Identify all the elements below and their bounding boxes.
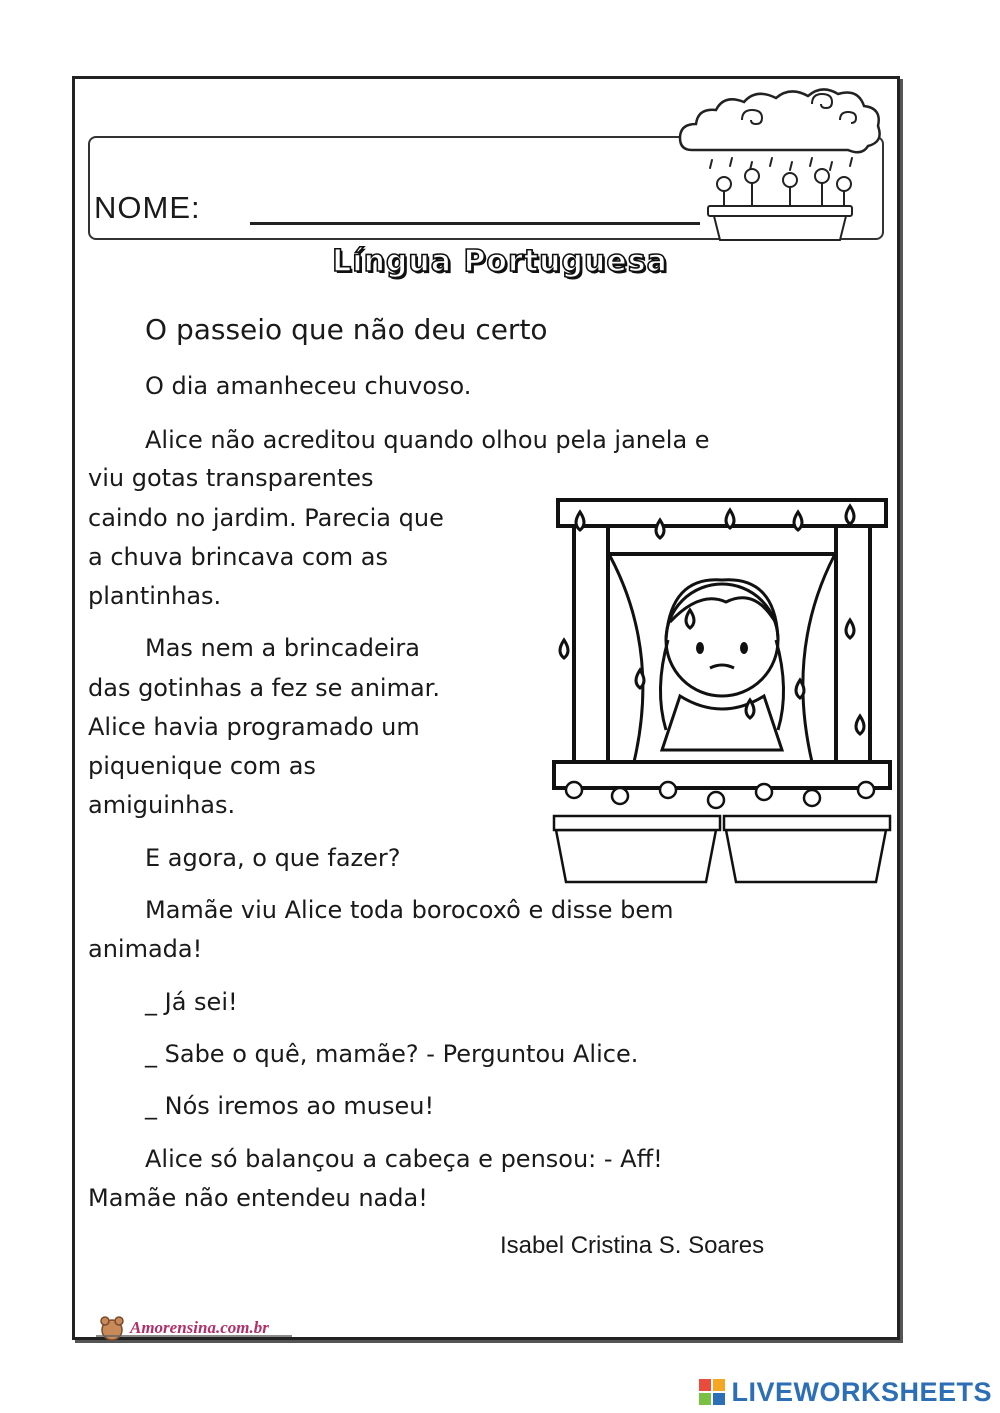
name-label: NOME: bbox=[94, 190, 201, 225]
story-line: a chuva brincava com as bbox=[88, 543, 389, 571]
liveworksheets-brand-text: LIVEWORKSHEETS bbox=[731, 1376, 992, 1407]
story-line: animada! bbox=[88, 935, 203, 963]
story-line: _ Sabe o quê, mamãe? - Perguntou Alice. bbox=[145, 1040, 639, 1068]
story-author: Isabel Cristina S. Soares bbox=[500, 1232, 765, 1259]
story-line: _ Nós iremos ao museu! bbox=[145, 1092, 435, 1120]
story-line: E agora, o que fazer? bbox=[145, 844, 401, 872]
liveworksheets-brand[interactable] bbox=[699, 1376, 992, 1408]
story-title: O passeio que não deu certo bbox=[145, 313, 548, 346]
rain-cloud-flowerbox-illustration bbox=[672, 80, 888, 246]
story-line: das gotinhas a fez se animar. bbox=[88, 674, 440, 702]
story-line: viu gotas transparentes bbox=[88, 464, 374, 492]
story-line: amiguinhas. bbox=[88, 791, 236, 819]
story-line: _ Já sei! bbox=[145, 988, 238, 1016]
story-line: caindo no jardim. Parecia que bbox=[88, 504, 444, 532]
subject-heading: Língua Portuguesa bbox=[332, 244, 668, 279]
liveworksheets-logo-icon bbox=[699, 1379, 725, 1405]
footer-site-logo-text: Amorensina.com.br bbox=[130, 1318, 269, 1337]
story-line: plantinhas. bbox=[88, 582, 222, 610]
story-line: O dia amanheceu chuvoso. bbox=[145, 372, 472, 400]
story-line: Alice não acreditou quando olhou pela janela e bbox=[145, 426, 710, 454]
story-line: Mamãe viu Alice toda borocoxô e disse bem bbox=[145, 896, 674, 924]
story-line: Mas nem a brincadeira bbox=[145, 634, 420, 662]
story-line: Mamãe não entendeu nada! bbox=[88, 1184, 428, 1212]
story-line: Alice só balançou a cabeça e pensou: - Aff! bbox=[145, 1145, 663, 1173]
girl-at-rainy-window-illustration bbox=[550, 490, 894, 890]
name-input-line[interactable] bbox=[250, 222, 700, 225]
story-line: Alice havia programado um bbox=[88, 713, 420, 741]
story-line: piquenique com as bbox=[88, 752, 316, 780]
